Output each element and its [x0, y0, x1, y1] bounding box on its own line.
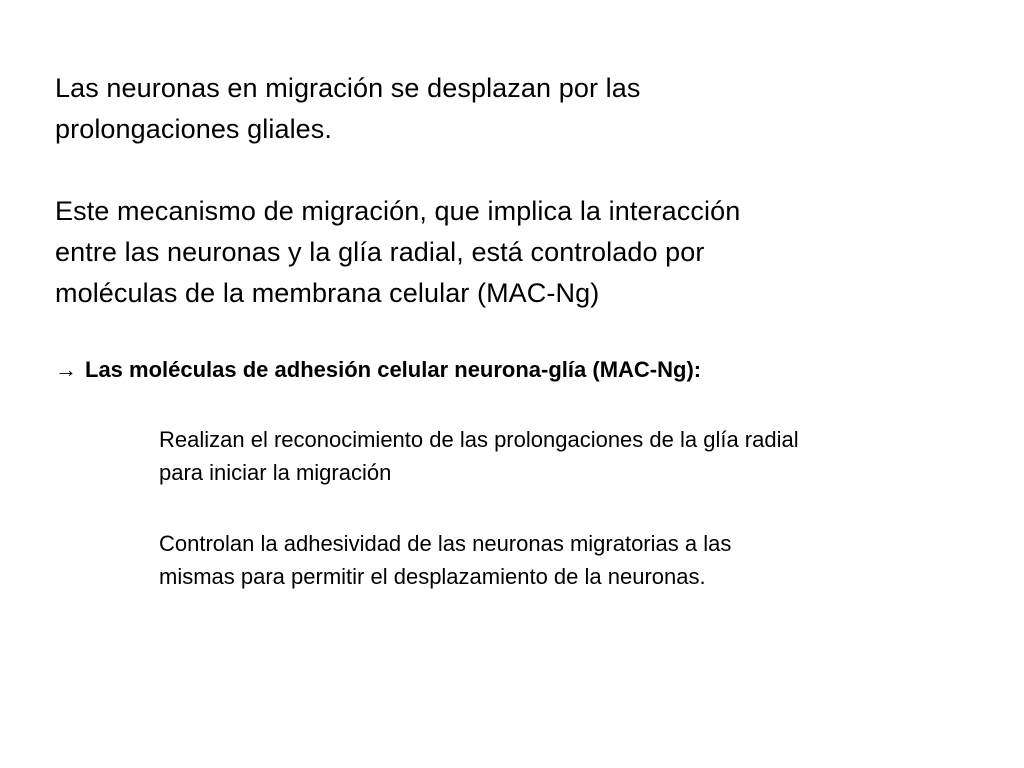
text-line: mismas para permitir el desplazamiento de la neuronas. [159, 564, 706, 589]
right-arrow-icon: → [55, 357, 77, 382]
text-line: Este mecanismo de migración, que implica la interacción [55, 196, 741, 226]
paragraph-migration-mechanism [55, 191, 740, 314]
paragraph-migration-intro [55, 68, 640, 150]
text-line: moléculas de la membrana celular (MAC-Ng) [55, 278, 600, 308]
text-line: Controlan la adhesividad de las neuronas migratorias a las [159, 531, 732, 556]
section-heading [55, 352, 701, 388]
text-line: prolongaciones gliales. [55, 114, 332, 144]
text-line: Las neuronas en migración se desplazan por las [55, 73, 641, 103]
text-line: entre las neuronas y la glía radial, está controlado por [55, 237, 705, 267]
sub-point-recognition [159, 423, 799, 489]
text-line: para iniciar la migración [159, 460, 392, 485]
text-line: Realizan el reconocimiento de las prolongaciones de la glía radial [159, 427, 799, 452]
sub-point-adhesion [159, 527, 731, 593]
section-heading-text: Las moléculas de adhesión celular neurona-glía (MAC-Ng): [85, 357, 702, 382]
